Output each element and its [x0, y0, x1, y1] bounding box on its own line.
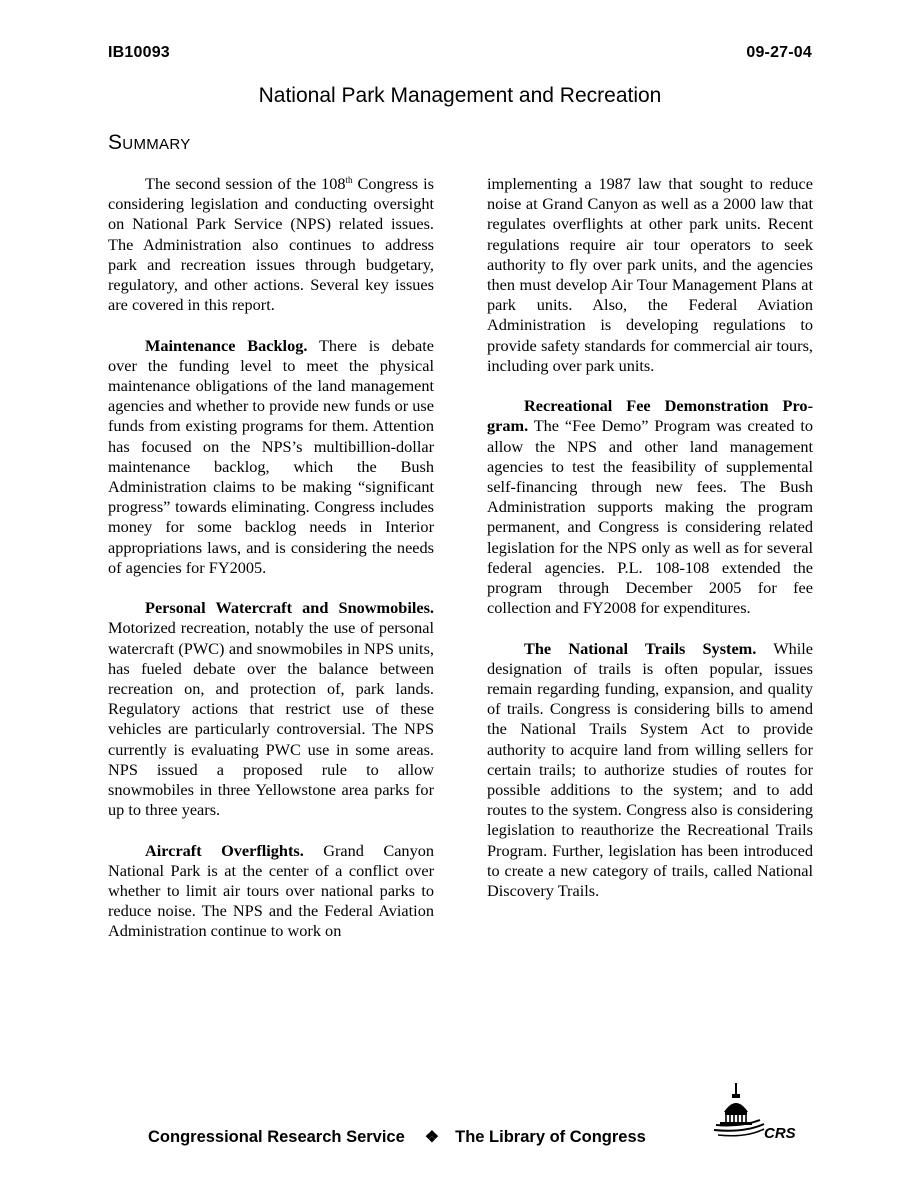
section-heading: Summary	[108, 131, 191, 154]
aircraft-continued-paragraph: implementing a 1987 law that sought to reduce noise at Grand Canyon as well as a 2000 law that regulates overflights at other park units. Recent regulations require air tour operators to seek authority to fly over park units, and the agencies then must develop Air Tour Management Plans at park units. Also, the Federal Aviation Administration is developing regulations to provide safety standards for commercial air tours, including over park units.	[487, 174, 813, 375]
footer	[148, 1127, 646, 1147]
aircraft-paragraph: Aircraft Overflights. Grand Canyon National Park is at the center of a conflict over whether to limit air tours over national parks to reduce noise. The NPS and the Federal Aviation Administration continue to work on	[108, 840, 434, 941]
watercraft-heading: Personal Watercraft and Snowmobiles.	[145, 598, 434, 618]
aircraft-heading: Aircraft Overflights.	[145, 840, 304, 860]
page-title: National Park Management and Recreation	[258, 84, 662, 107]
fee-demo-heading: Recreational Fee Demonstration Program.	[487, 396, 813, 436]
footer-library-name: The Library of Congress	[455, 1128, 646, 1146]
diamond-separator-icon: ❖	[424, 1129, 440, 1146]
watercraft-paragraph: Personal Watercraft and Snowmobiles. Motorized recreation, notably the use of personal watercraft (PWC) and snowmobiles in NPS units, has fueled debate over the balance between recreation on, and protection of, park lands. Regulatory actions that restrict use of these vehicles are particularly controversial. The NPS currently is evaluating PWC use in some areas. NPS issued a proposed rule to allow snowmobiles in three Yellowstone area parks for up to three years.	[108, 598, 434, 820]
maintenance-paragraph: Maintenance Backlog. There is debate over the funding level to meet the physical maintenance obligations of the land management agencies and whether to provide new funds or use funds from existing programs for them. Attention has focused on the NPS’s multibillion-dollar maintenance backlog, which the Bush Administration claims to be making “significant progress” towards eliminating. Congress includes money for some backlog needs in Interior appropriations laws, and is considering the needs of agencies for FY2005.	[108, 335, 434, 577]
crs-capitol-logo-icon	[712, 1080, 808, 1150]
report-id: IB10093	[108, 44, 170, 61]
left-column	[108, 174, 434, 962]
maintenance-heading: Maintenance Backlog.	[145, 335, 308, 355]
fee-demo-paragraph: Recreational Fee Demonstration Program. The “Fee Demo” Program was created to allow the NPS and other land management agencies to test the feasibility of supplemental self-financing through new fees. The Bush Administration supports making the program permanent, and Congress is considering related legislation for the NPS only as well as for several federal agencies. P.L. 108-108 extended the program through December 2005 for fee collection and FY2008 for expenditures.	[487, 396, 813, 618]
trails-paragraph: The National Trails System. While designation of trails is often popular, issues remain regarding funding, expansion, and quality of trails. Congress is considering bills to amend the National Trails System Act to provide authority to acquire land from willing sellers for certain trails; to authorize studies of routes for possible additions to the system; and to add routes to the system. Congress also is considering legislation to reauthorize the Recreational Trails Program. Further, legislation has been introduced to create a new category of trails, called National Discovery Trails.	[487, 638, 813, 901]
right-column	[487, 174, 813, 921]
report-date: 09-27-04	[746, 44, 812, 61]
crs-logo-text: CRS	[764, 1125, 796, 1142]
intro-paragraph: The second session of the 108th Congress is considering legislation and conducting oversight on National Park Service (NPS) related issues. The Administration also continues to address park and recreation issues through budgetary, regulatory, and other actions. Several key issues are covered in this report.	[108, 174, 434, 315]
trails-heading: The National Trails System.	[524, 638, 757, 658]
footer-crs-name: Congressional Research Service	[148, 1128, 405, 1146]
